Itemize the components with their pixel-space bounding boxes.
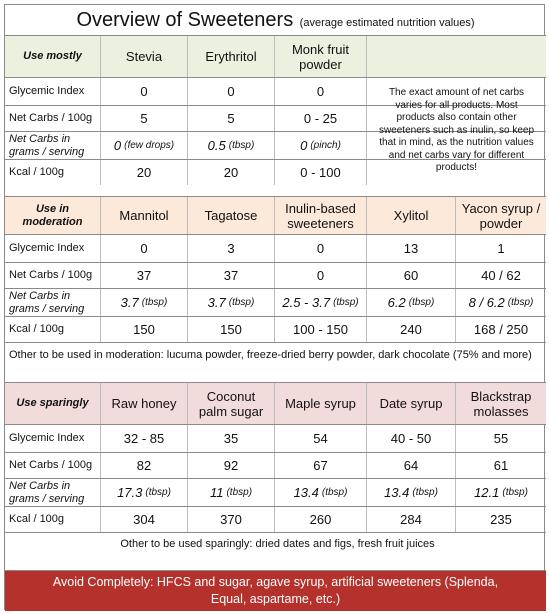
serving-unit: (tbsp) — [412, 487, 438, 498]
section-footer-moderation: Other to be used in moderation: lucuma powder, freeze-dried berry powder, dark chocolate (75% and more) — [5, 342, 546, 366]
table-cell: 284 — [367, 507, 456, 532]
table-row — [5, 288, 546, 316]
table-cell: 40 - 50 — [367, 425, 456, 452]
table-cell: 168 / 250 — [473, 322, 529, 337]
row-label: Net Carbs / 100g — [5, 106, 101, 131]
section-footer-sparingly: Other to be used sparingly: dried dates and figs, fresh fruit juices — [5, 532, 546, 554]
table-cell: 67 — [275, 453, 367, 478]
serving-amount: 12.1 — [474, 485, 500, 500]
serving-amount: 3.7 — [207, 295, 226, 310]
serving-unit: (tbsp) — [145, 487, 171, 498]
table-cell: 82 — [101, 453, 188, 478]
table-cell: 370 — [188, 507, 275, 532]
row-label: Kcal / 100g — [5, 507, 101, 532]
table-cell — [188, 289, 275, 316]
table-cell: 0 - 100 — [275, 160, 367, 185]
row-label: Glycemic Index — [5, 235, 101, 262]
nutrition-note: The exact amount of net carbs varies for all products. Most products also contain other sweeteners such as inulin, so keep that in mind, as the nutrition values and net carbs vary for different products! — [378, 87, 535, 174]
column-header: Erythritol — [188, 36, 275, 77]
serving-amount: 13.4 — [384, 485, 410, 500]
row-label: Glycemic Index — [5, 78, 101, 105]
serving-amount: 13.4 — [293, 485, 319, 500]
column-header: Xylitol — [367, 197, 456, 234]
row-label: Net Carbs / 100g — [5, 263, 101, 288]
table-row — [5, 234, 546, 262]
column-header: Monk fruit powder — [275, 36, 367, 77]
serving-amount: 3.7 — [120, 295, 139, 310]
table-row — [5, 316, 546, 342]
serving-unit: (tbsp) — [408, 297, 435, 308]
table-cell: 0 — [275, 78, 367, 105]
row-label: Glycemic Index — [5, 425, 101, 452]
serving-unit: (tbsp) — [502, 487, 528, 498]
table-cell: 40 / 62 — [481, 268, 521, 283]
title-text: Overview of Sweeteners — [76, 9, 294, 31]
serving-unit: (tbsp) — [226, 487, 253, 498]
serving-unit: (tbsp) — [507, 297, 534, 308]
table-cell: 0 - 25 — [275, 106, 367, 131]
table-cell: 240 — [367, 317, 456, 342]
serving-amount: 8 / 6.2 — [468, 295, 505, 310]
table-cell — [101, 132, 188, 159]
serving-unit: (pinch) — [310, 140, 341, 151]
table-cell: 92 — [188, 453, 275, 478]
table-cell: 32 - 85 — [101, 425, 188, 452]
table-cell: 55 — [493, 431, 509, 446]
section-label-sparingly: Use sparingly — [5, 383, 101, 424]
table-cell — [101, 289, 188, 316]
table-row — [5, 478, 546, 506]
column-header: Raw honey — [101, 383, 188, 424]
sweeteners-table — [4, 4, 545, 610]
table-cell: 0 — [275, 263, 367, 288]
serving-amount: 0.5 — [207, 138, 226, 153]
table-cell: 13 — [367, 235, 456, 262]
avoid-banner: Avoid Completely: HFCS and sugar, agave syrup, artificial sweeteners (Splenda, Equal, aspartame, etc.) — [5, 570, 546, 611]
table-cell: 5 — [188, 106, 275, 131]
serving-unit: (few drops) — [124, 140, 175, 151]
column-header: Maple syrup — [275, 383, 367, 424]
table-cell — [275, 479, 367, 506]
table-cell — [275, 132, 367, 159]
table-cell: 0 — [101, 78, 188, 105]
row-label: Net Carbs in grams / serving — [5, 289, 101, 316]
section-label-mostly: Use mostly — [5, 36, 101, 77]
row-label: Kcal / 100g — [5, 160, 101, 185]
serving-amount: 17.3 — [117, 485, 143, 500]
table-cell: 0 — [101, 235, 188, 262]
column-header: Yacon syrup / powder — [461, 200, 541, 231]
table-cell — [456, 289, 546, 316]
table-cell — [367, 289, 456, 316]
column-header: Blackstrap molasses — [470, 388, 532, 419]
table-cell — [367, 479, 456, 506]
table-cell — [101, 479, 188, 506]
table-cell: 0 — [275, 235, 367, 262]
serving-unit: (tbsp) — [228, 140, 255, 151]
table-cell: 304 — [101, 507, 188, 532]
table-cell: 60 — [367, 263, 456, 288]
table-cell — [188, 132, 275, 159]
serving-unit: (tbsp) — [228, 297, 255, 308]
table-title — [5, 5, 546, 35]
section-label-moderation: Use in moderation — [5, 197, 101, 234]
column-header: Stevia — [101, 36, 188, 77]
serving-amount: 2.5 - 3.7 — [282, 295, 331, 310]
table-cell: 20 — [101, 160, 188, 185]
column-header: Inulin-based sweeteners — [275, 197, 367, 234]
table-row — [5, 424, 546, 452]
row-label: Net Carbs / 100g — [5, 453, 101, 478]
row-label: Net Carbs in grams / serving — [5, 479, 101, 506]
table-cell: 5 — [101, 106, 188, 131]
table-cell: 20 — [188, 160, 275, 185]
table-cell — [456, 479, 546, 506]
table-cell: 260 — [275, 507, 367, 532]
section-header-sparingly — [5, 382, 546, 424]
table-cell: 3 — [188, 235, 275, 262]
table-cell: 35 — [188, 425, 275, 452]
serving-unit: (tbsp) — [141, 297, 168, 308]
table-cell: 37 — [101, 263, 188, 288]
table-cell: 235 — [490, 512, 512, 527]
serving-amount: 6.2 — [387, 295, 406, 310]
table-cell: 37 — [188, 263, 275, 288]
table-row — [5, 452, 546, 478]
table-cell: 1 — [497, 241, 505, 256]
column-header: Tagatose — [188, 197, 275, 234]
table-cell — [188, 479, 275, 506]
serving-unit: (tbsp) — [333, 297, 359, 308]
table-cell: 54 — [275, 425, 367, 452]
table-row — [5, 262, 546, 288]
column-header: Coconut palm sugar — [188, 383, 275, 424]
serving-amount: 11 — [209, 485, 224, 500]
table-row — [5, 506, 546, 532]
column-header: Date syrup — [367, 383, 456, 424]
column-header: Mannitol — [101, 197, 188, 234]
table-cell: 61 — [493, 458, 509, 473]
table-cell: 100 - 150 — [275, 317, 367, 342]
row-label: Net Carbs in grams / serving — [5, 132, 101, 159]
row-label: Kcal / 100g — [5, 317, 101, 342]
subtitle-text: (average estimated nutrition values) — [299, 17, 475, 29]
table-cell: 150 — [188, 317, 275, 342]
serving-unit: (tbsp) — [321, 487, 348, 498]
section-header-moderation — [5, 196, 546, 234]
serving-amount: 0 — [113, 138, 122, 153]
table-cell: 150 — [101, 317, 188, 342]
table-cell: 64 — [367, 453, 456, 478]
serving-amount: 0 — [300, 138, 308, 153]
table-cell — [275, 289, 367, 316]
table-cell: 0 — [188, 78, 275, 105]
